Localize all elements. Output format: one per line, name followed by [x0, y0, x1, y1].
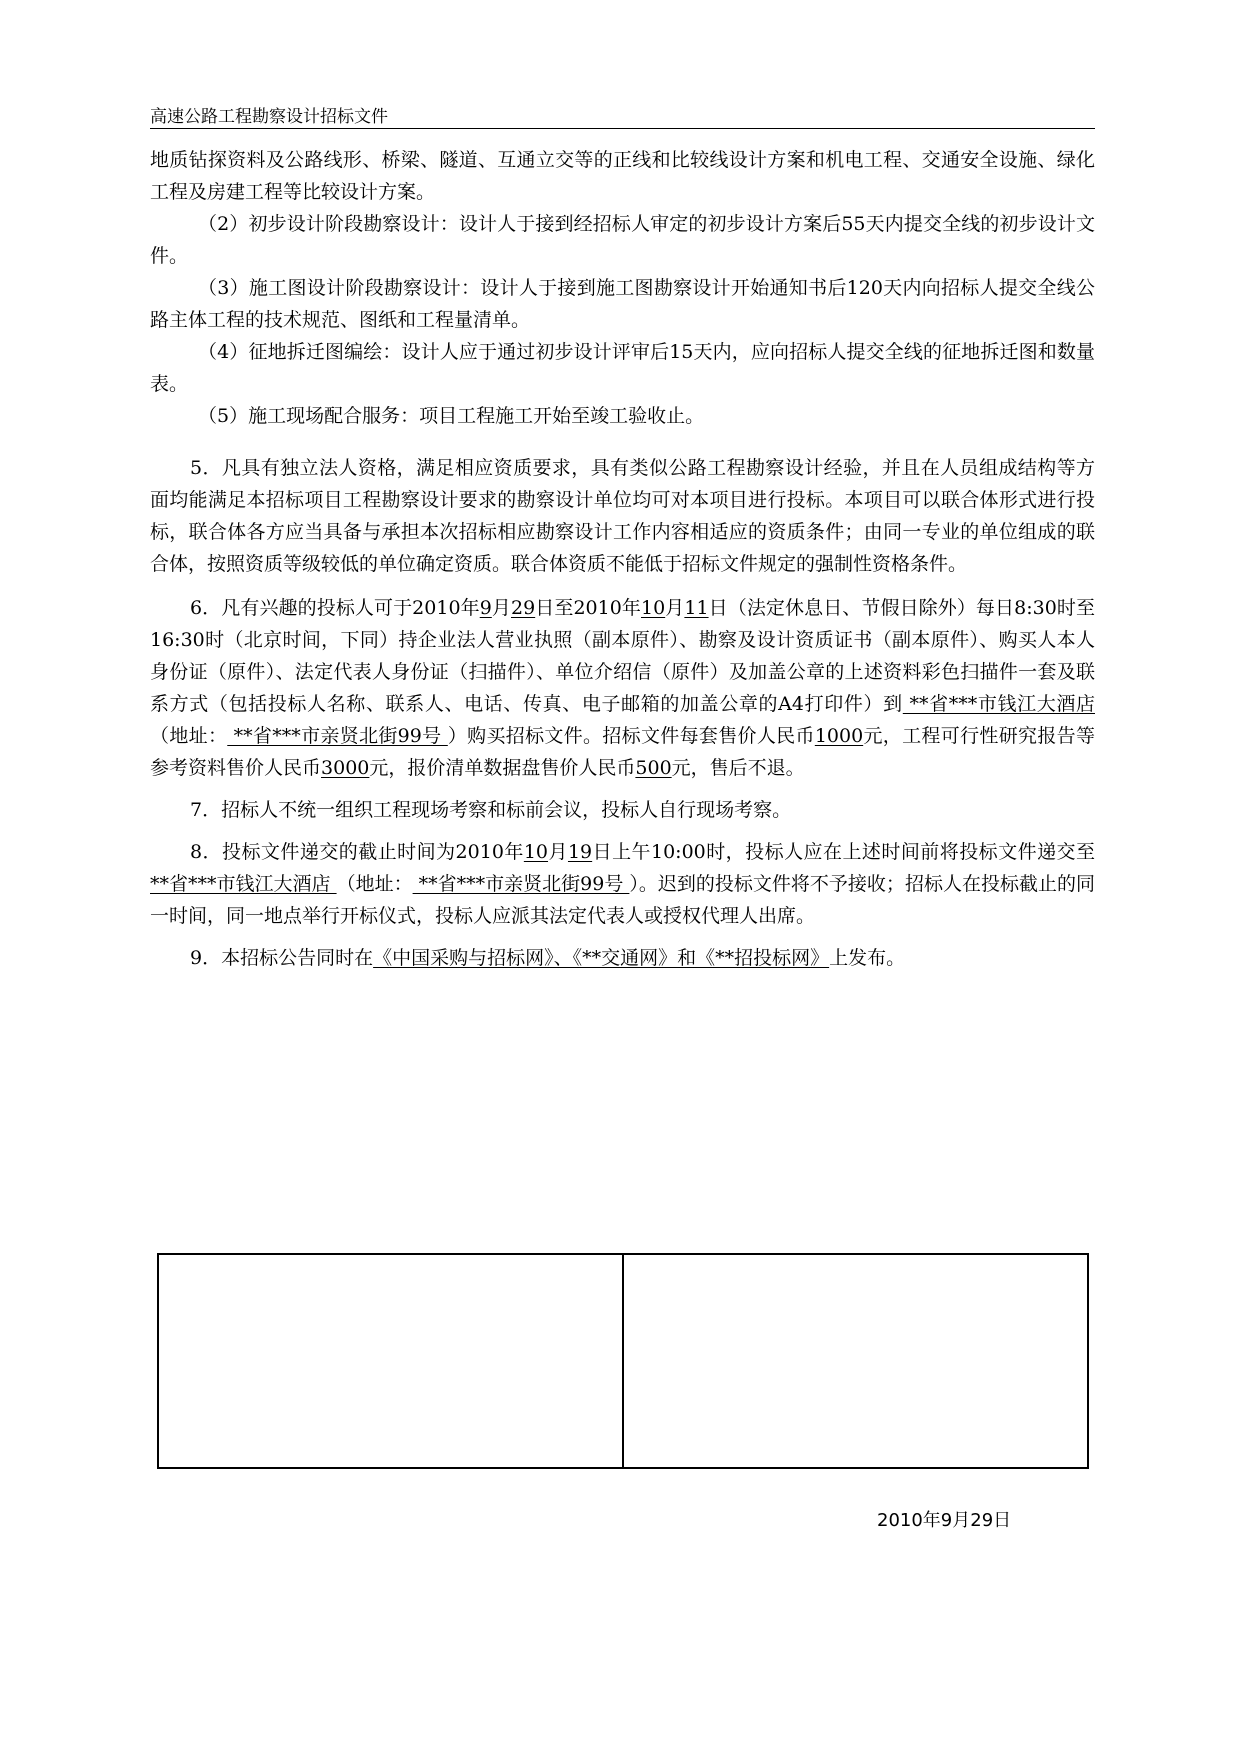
disk-price: 500: [635, 757, 672, 779]
clause-8-text: 日上午10:00时，投标人应在上述时间前将投标文件递交至: [592, 841, 1095, 863]
clause-6-text: 月: [491, 597, 511, 619]
header-title: 高速公路工程勘察设计招标文件: [150, 107, 388, 127]
clause-8-text: （地址：: [336, 873, 413, 895]
signature-cell-left: [158, 1254, 623, 1468]
item-3: （3）施工图设计阶段勘察设计：设计人于接到施工图勘察设计开始通知书后120天内向招标人提交全线公路主体工程的技术规范、图纸和工程量清单。: [150, 277, 1095, 331]
clause-9: [150, 942, 1095, 974]
intro-paragraph: 地质钻探资料及公路线形、桥梁、隧道、互通立交等的正线和比较线设计方案和机电工程、交通安全设施、绿化工程及房建工程等比较设计方案。: [150, 149, 1095, 203]
signature-table: [157, 1253, 1089, 1469]
clause-9-text: 9．本招标公告同时在: [190, 947, 374, 969]
item-4: （4）征地拆迁图编绘：设计人应于通过初步设计评审后15天内，应向招标人提交全线的征地拆迁图和数量表。: [150, 341, 1095, 395]
clause-6-text: 元，售后不退。: [671, 757, 805, 779]
clause-8-text: 月: [548, 841, 568, 863]
clause-8-text: ）。迟到的投标文件将不予接收；招标人在投标截止的同一时间，同一地点举行开标仪式，投标人应派其法定代表人或授权代理人出席。: [150, 873, 1095, 927]
publication-media: 《中国采购与招标网》、《**交通网》和《**招投标网》: [373, 947, 830, 969]
clause-6-text: 元，报价清单数据盘售价人民币: [369, 757, 636, 779]
clause-6-text: （地址：: [150, 725, 228, 747]
clause-6-text: ）购买招标文件。招标文件每套售价人民币: [447, 725, 815, 747]
item-2: （2）初步设计阶段勘察设计：设计人于接到经招标人审定的初步设计方案后55天内提交全线的初步设计文件。: [150, 213, 1095, 267]
clause-7: 7．招标人不统一组织工程现场考察和标前会议，投标人自行现场考察。: [190, 799, 792, 821]
reference-price: 3000: [321, 757, 370, 779]
clause-6-text: 月: [665, 597, 685, 619]
deadline-day: 19: [567, 841, 593, 863]
sale-address: **省***市亲贤北街99号: [227, 725, 448, 747]
deadline-month: 10: [523, 841, 549, 863]
clause-6-text: 日（法定休息日、节假日除外）每日8:30时至16:30时（北京时间，下同）持企业法人营业执照（副本原件）、勘察及设计资质证书（副本原件）、购买人本人身份证（原件）、法定代表人身份证（扫描件）、单位介绍信（原件）及加盖公章的上述资料彩色扫描件一套及联系方式（包括投标人名称、联系人、电话、传真、电子邮箱的加盖公章的A4打印件）到: [150, 597, 1095, 715]
clause-6-text: 日至2010年: [535, 597, 641, 619]
clause-5: 5．凡具有独立法人资格，满足相应资质要求，具有类似公路工程勘察设计经验，并且在人员组成结构等方面均能满足本招标项目工程勘察设计要求的勘察设计单位均可对本项目进行投标。本项目可以联合体形式进行投标，联合体各方应当具备与承担本次招标相应勘察设计工作内容相适应的资质条件；由同一专业的单位组成的联合体，按照资质等级较低的单位确定资质。联合体资质不能低于招标文件规定的强制性资格条件。: [150, 457, 1095, 575]
document-body: [150, 144, 1095, 974]
item-5: （5）施工现场配合服务：项目工程施工开始至竣工验收止。: [198, 405, 705, 427]
sale-place: **省***市钱江大酒店: [902, 693, 1095, 715]
sale-end-month: 10: [641, 597, 666, 619]
clause-8: [150, 836, 1095, 932]
submission-place: **省***市钱江大酒店: [150, 873, 337, 895]
clause-6-text: 元，工程可行性研究报告等参考资料售价人民币: [150, 725, 1095, 779]
clause-6-text: 6．凡有兴趣的投标人可于2010年: [190, 597, 480, 619]
sale-start-day: 29: [511, 597, 536, 619]
page-header: [150, 100, 1095, 129]
clause-6: [150, 592, 1095, 784]
clause-9-text: 上发布。: [829, 947, 906, 969]
document-price: 1000: [814, 725, 864, 747]
sale-start-month: 9: [479, 597, 492, 619]
signature-cell-right: [623, 1254, 1088, 1468]
submission-address: **省***市亲贤北街99号: [412, 873, 630, 895]
clause-8-text: 8．投标文件递交的截止时间为2010年: [190, 841, 524, 863]
issue-date: 2010年9月29日: [877, 1510, 1012, 1531]
sale-end-day: 11: [684, 597, 709, 619]
